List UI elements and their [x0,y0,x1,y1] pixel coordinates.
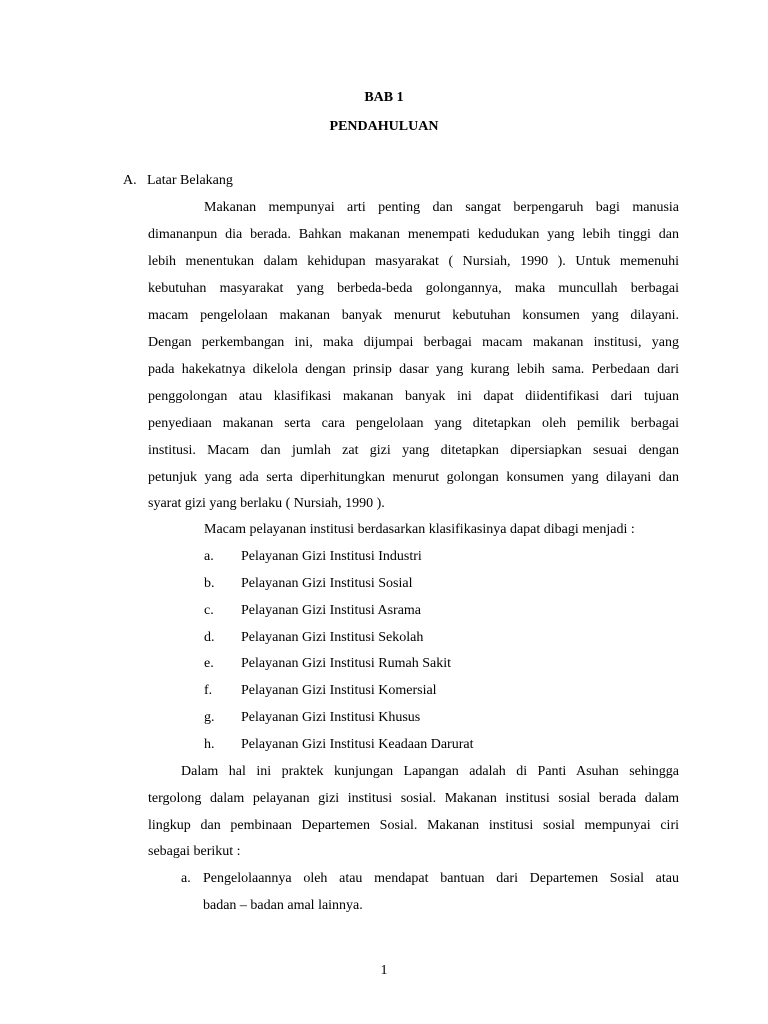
paragraph-line: kebutuhan masyarakat yang berbeda-beda golongannya, maka muncullah berbagai [148,281,679,296]
chapter-title: PENDAHULUAN [329,119,439,134]
list-marker: c. [204,603,214,618]
list-item: Pelayanan Gizi Institusi Sekolah [241,630,424,645]
paragraph-line: institusi. Macam dan jumlah zat gizi yang ditetapkan dipersiapkan sesuai dengan [148,443,679,458]
section-title: Latar Belakang [147,173,233,188]
list-item: Pelayanan Gizi Institusi Industri [241,549,422,564]
list-marker: f. [204,683,213,698]
paragraph-line: macam pengelolaan makanan banyak menurut kebutuhan konsumen yang dilayani. [148,308,679,323]
list-marker: d. [204,630,215,645]
paragraph-line: Dalam hal ini praktek kunjungan Lapangan adalah di Panti Asuhan sehingga [181,764,679,779]
list-item: Pelayanan Gizi Institusi Khusus [241,710,421,725]
feature-line: Pengelolaannya oleh atau mendapat bantuan dari Departemen Sosial atau [203,871,679,886]
paragraph-line: Dengan perkembangan ini, maka dijumpai berbagai macam makanan institusi, yang [148,335,679,350]
paragraph-line: dimananpun dia berada. Bahkan makanan menempati kedudukan yang lebih tinggi dan [148,227,679,242]
list-item: Pelayanan Gizi Institusi Asrama [241,603,422,618]
list-item: Pelayanan Gizi Institusi Rumah Sakit [241,656,451,671]
paragraph-line: syarat gizi yang berlaku ( Nursiah, 1990 ). [148,496,385,511]
paragraph-line: lebih menentukan dalam kehidupan masyarakat ( Nursiah, 1990 ). Untuk memenuhi [148,254,679,269]
section-marker: A. [123,173,137,188]
feature-line: badan – badan amal lainnya. [203,898,363,913]
paragraph-line: penggolongan atau klasifikasi makanan banyak ini dapat diidentifikasi dari tujuan [148,389,679,404]
list-marker: h. [204,737,215,752]
paragraph-line: lingkup dan pembinaan Departemen Sosial. Makanan institusi sosial mempunyai ciri [148,818,679,833]
paragraph-line: tergolong dalam pelayanan gizi institusi sosial. Makanan institusi sosial berada dalam [148,791,679,806]
paragraph-line: penyediaan makanan serta cara pengelolaan yang ditetapkan oleh pemilik berbagai [148,416,679,431]
list-marker: g. [204,710,215,725]
paragraph-line: Makanan mempunyai arti penting dan sangat berpengaruh bagi manusia [204,200,679,215]
list-intro: Macam pelayanan institusi berdasarkan klasifikasinya dapat dibagi menjadi : [204,522,635,537]
feature-marker: a. [181,871,191,886]
list-marker: a. [204,549,214,564]
paragraph-line: sebagai berikut : [148,844,241,859]
list-item: Pelayanan Gizi Institusi Sosial [241,576,413,591]
list-marker: b. [204,576,215,591]
paragraph-line: petunjuk yang ada serta diperhitungkan menurut golongan konsumen yang dilayani dan [148,470,679,485]
chapter-number: BAB 1 [364,90,404,105]
list-marker: e. [204,656,214,671]
list-item: Pelayanan Gizi Institusi Komersial [241,683,437,698]
list-item: Pelayanan Gizi Institusi Keadaan Darurat [241,737,474,752]
paragraph-line: pada hakekatnya dikelola dengan prinsip dasar yang kurang lebih sama. Perbedaan dari [148,362,679,377]
page-number: 1 [380,963,388,978]
